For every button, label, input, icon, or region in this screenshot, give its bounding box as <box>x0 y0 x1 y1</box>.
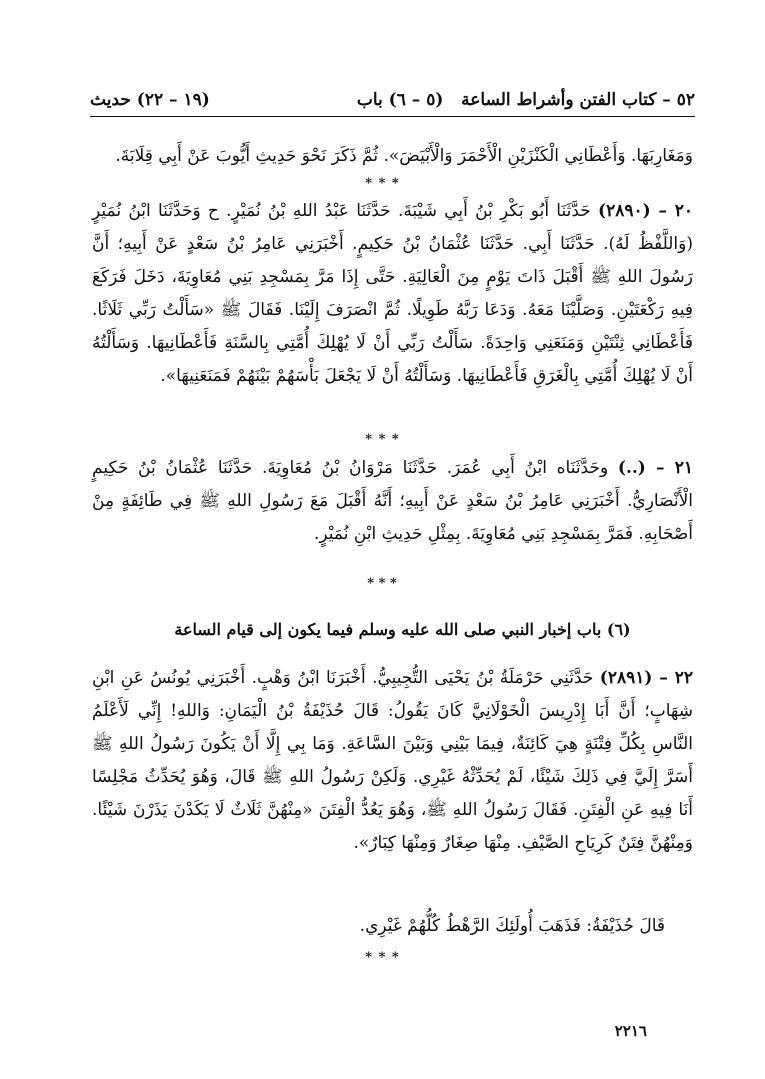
header-rule <box>90 116 695 117</box>
hadith-number: ٢٠ – (٢٨٩٠) <box>598 201 693 221</box>
hadith-text: وحَدَّثَنَاه ابْنُ أَبِي عُمَرَ. حَدَّثَنَا مَرْوَانُ بْنُ مُعَاوِيَةَ. حَدَّثَنَا عُثْمَانُ بْنُ حَكِيمٍ الْأَنْصَارِيُّ. أَخْبَرَنِي عَامِرُ بْنُ سَعْدٍ عَنْ أَبِيهِ؛ أَنَّهُ أَقْبَلَ مَعَ رَسُولِ اللهِ ﷺ فِي طَائِفَةٍ مِنْ أَصْحَابِهِ. فَمَرَّ بِمَسْجِدِ بَنِي مُعَاوِيَةَ. بِمِثْلِ حَدِيثِ ابْنِ نُمَيْرٍ. <box>92 458 693 544</box>
separator-stars: * * * <box>365 950 400 965</box>
hadith-21 <box>92 452 693 572</box>
running-header <box>90 86 695 114</box>
paragraph-continuation: وَمَغَارِبَهَا. وَأَعْطَانِي الْكَنْزَيْنِ الْأَحْمَرَ وَالْأَبْيَضَ». ثُمَّ ذَكَرَ نَحْوَ حَدِيثِ أَيُّوبَ عَنْ أَبِي قِلَابَةَ. <box>115 146 693 166</box>
hadith-22-conclusion: قَالَ حُذَيْفَةُ: فَذَهَبَ أُولَئِكَ الرَّهْطُ كُلُّهُمْ غَيْرِي. <box>359 916 665 936</box>
hadith-20 <box>92 195 693 405</box>
header-title <box>357 90 695 110</box>
page-number: ٥٢ <box>676 90 695 110</box>
separator-stars: * * * <box>365 176 400 191</box>
page-counter: ٢٢١٦ <box>614 1022 647 1040</box>
hadith-number: ٢١ – (..) <box>617 458 694 478</box>
hadith-text: حَدَّثَنِي حَرْمَلَةُ بْنُ يَحْيَى التُّجِيبِيُّ. أَخْبَرَنَا ابْنُ وَهْبٍ. أَخْبَرَنِي يُونُسُ عَنِ ابْنِ شِهَابٍ؛ أَنَّ أَبَا إِدْرِيسَ الْخَوْلَانِيَّ كَانَ يَقُولُ: قَالَ حُذَيْفَةُ بْنُ الْيَمَانِ: وَاللهِ! إِنِّي لَأَعْلَمُ النَّاسِ بِكُلِّ فِتْنَةٍ هِيَ كَائِنَةٌ، فِيمَا بَيْنِي وَبَيْنَ السَّاعَةِ. وَمَا بِي إِلَّا أَنْ يَكُونَ رَسُولُ اللهِ ﷺ أَسَرَّ إِلَيَّ فِي ذَلِكَ شَيْئًا، لَمْ يُحَدِّثْهُ غَيْرِي. وَلَكِنْ رَسُولُ اللهِ ﷺ قَالَ، وَهُوَ يُحَدِّثُ مَجْلِسًا أَنَا فِيهِ عَنِ الْفِتَنِ. فَقَالَ رَسُولُ اللهِ ﷺ، وَهُوَ يَعُدُّ الْفِتَنَ «مِنْهُنَّ ثَلَاثٌ لَا يَكَدْنَ يَذَرْنَ شَيْئًا. وَمِنْهُنَّ فِتَنٌ كَرِيَاحِ الصَّيْفِ. مِنْهَا صِغَارٌ وَمِنْهَا كِبَارٌ». <box>92 668 693 853</box>
separator-stars: * * * <box>367 576 398 591</box>
hadith-22 <box>92 662 693 907</box>
chapter-ref: (٥ – ٦) باب <box>356 90 444 110</box>
hadith-number: ٢٢ – (٢٨٩١) <box>599 668 693 688</box>
hadith-range: (١٩ – ٢٢) حديث <box>90 90 210 110</box>
chapter-title: (٦) باب إخبار النبي صلى الله عليه وسلم فيما يكون إلى قيام الساعة <box>174 620 631 639</box>
hadith-text: حَدَّثَنَا أَبُو بَكْرِ بْنُ أَبِي شَيْبَةَ. حَدَّثَنَا عَبْدُ اللهِ بْنُ نُمَيْرٍ. ح وَحَدَّثَنَا ابْنُ نُمَيْرٍ (وَاللَّفْظُ لَهُ). حَدَّثَنَا أَبِي. حَدَّثَنَا عُثْمَانُ بْنُ حَكِيمٍ. أَخْبَرَنِي عَامِرُ بْنُ سَعْدٍ عَنْ أَبِيهِ؛ أَنَّ رَسُولَ اللهِ ﷺ أَقْبَلَ ذَاتَ يَوْمٍ مِنَ الْعَالِيَةِ. حَتَّى إِذَا مَرَّ بِمَسْجِدِ بَنِي مُعَاوِيَةَ، دَخَلَ فَرَكَعَ فِيهِ رَكْعَتَيْنِ. وَصَلَّيْنَا مَعَهُ. وَدَعَا رَبَّهُ طَوِيلًا. ثُمَّ انْصَرَفَ إِلَيْنَا. فَقَالَ ﷺ «سَأَلْتُ رَبِّي ثَلَاثًا. فَأَعْطَانِي ثِنْتَيْنِ وَمَنَعَنِي وَاحِدَةً. سَأَلْتُ رَبِّي أَنْ لَا يُهْلِكَ أُمَّتِي بِالسَّنَةِ فَأَعْطَانِيهَا. وَسَأَلْتُهُ أَنْ لَا يُهْلِكَ أُمَّتِي بِالْغَرَقِ فَأَعْطَانِيهَا. وَسَأَلْتُهُ أَنْ لَا يَجْعَلَ بَأْسَهُمْ بَيْنَهُمْ فَمَنَعَنِيهَا». <box>92 201 693 386</box>
separator-stars: * * * <box>365 432 400 447</box>
book-title: – كتاب الفتن وأشراط الساعة <box>461 90 671 110</box>
